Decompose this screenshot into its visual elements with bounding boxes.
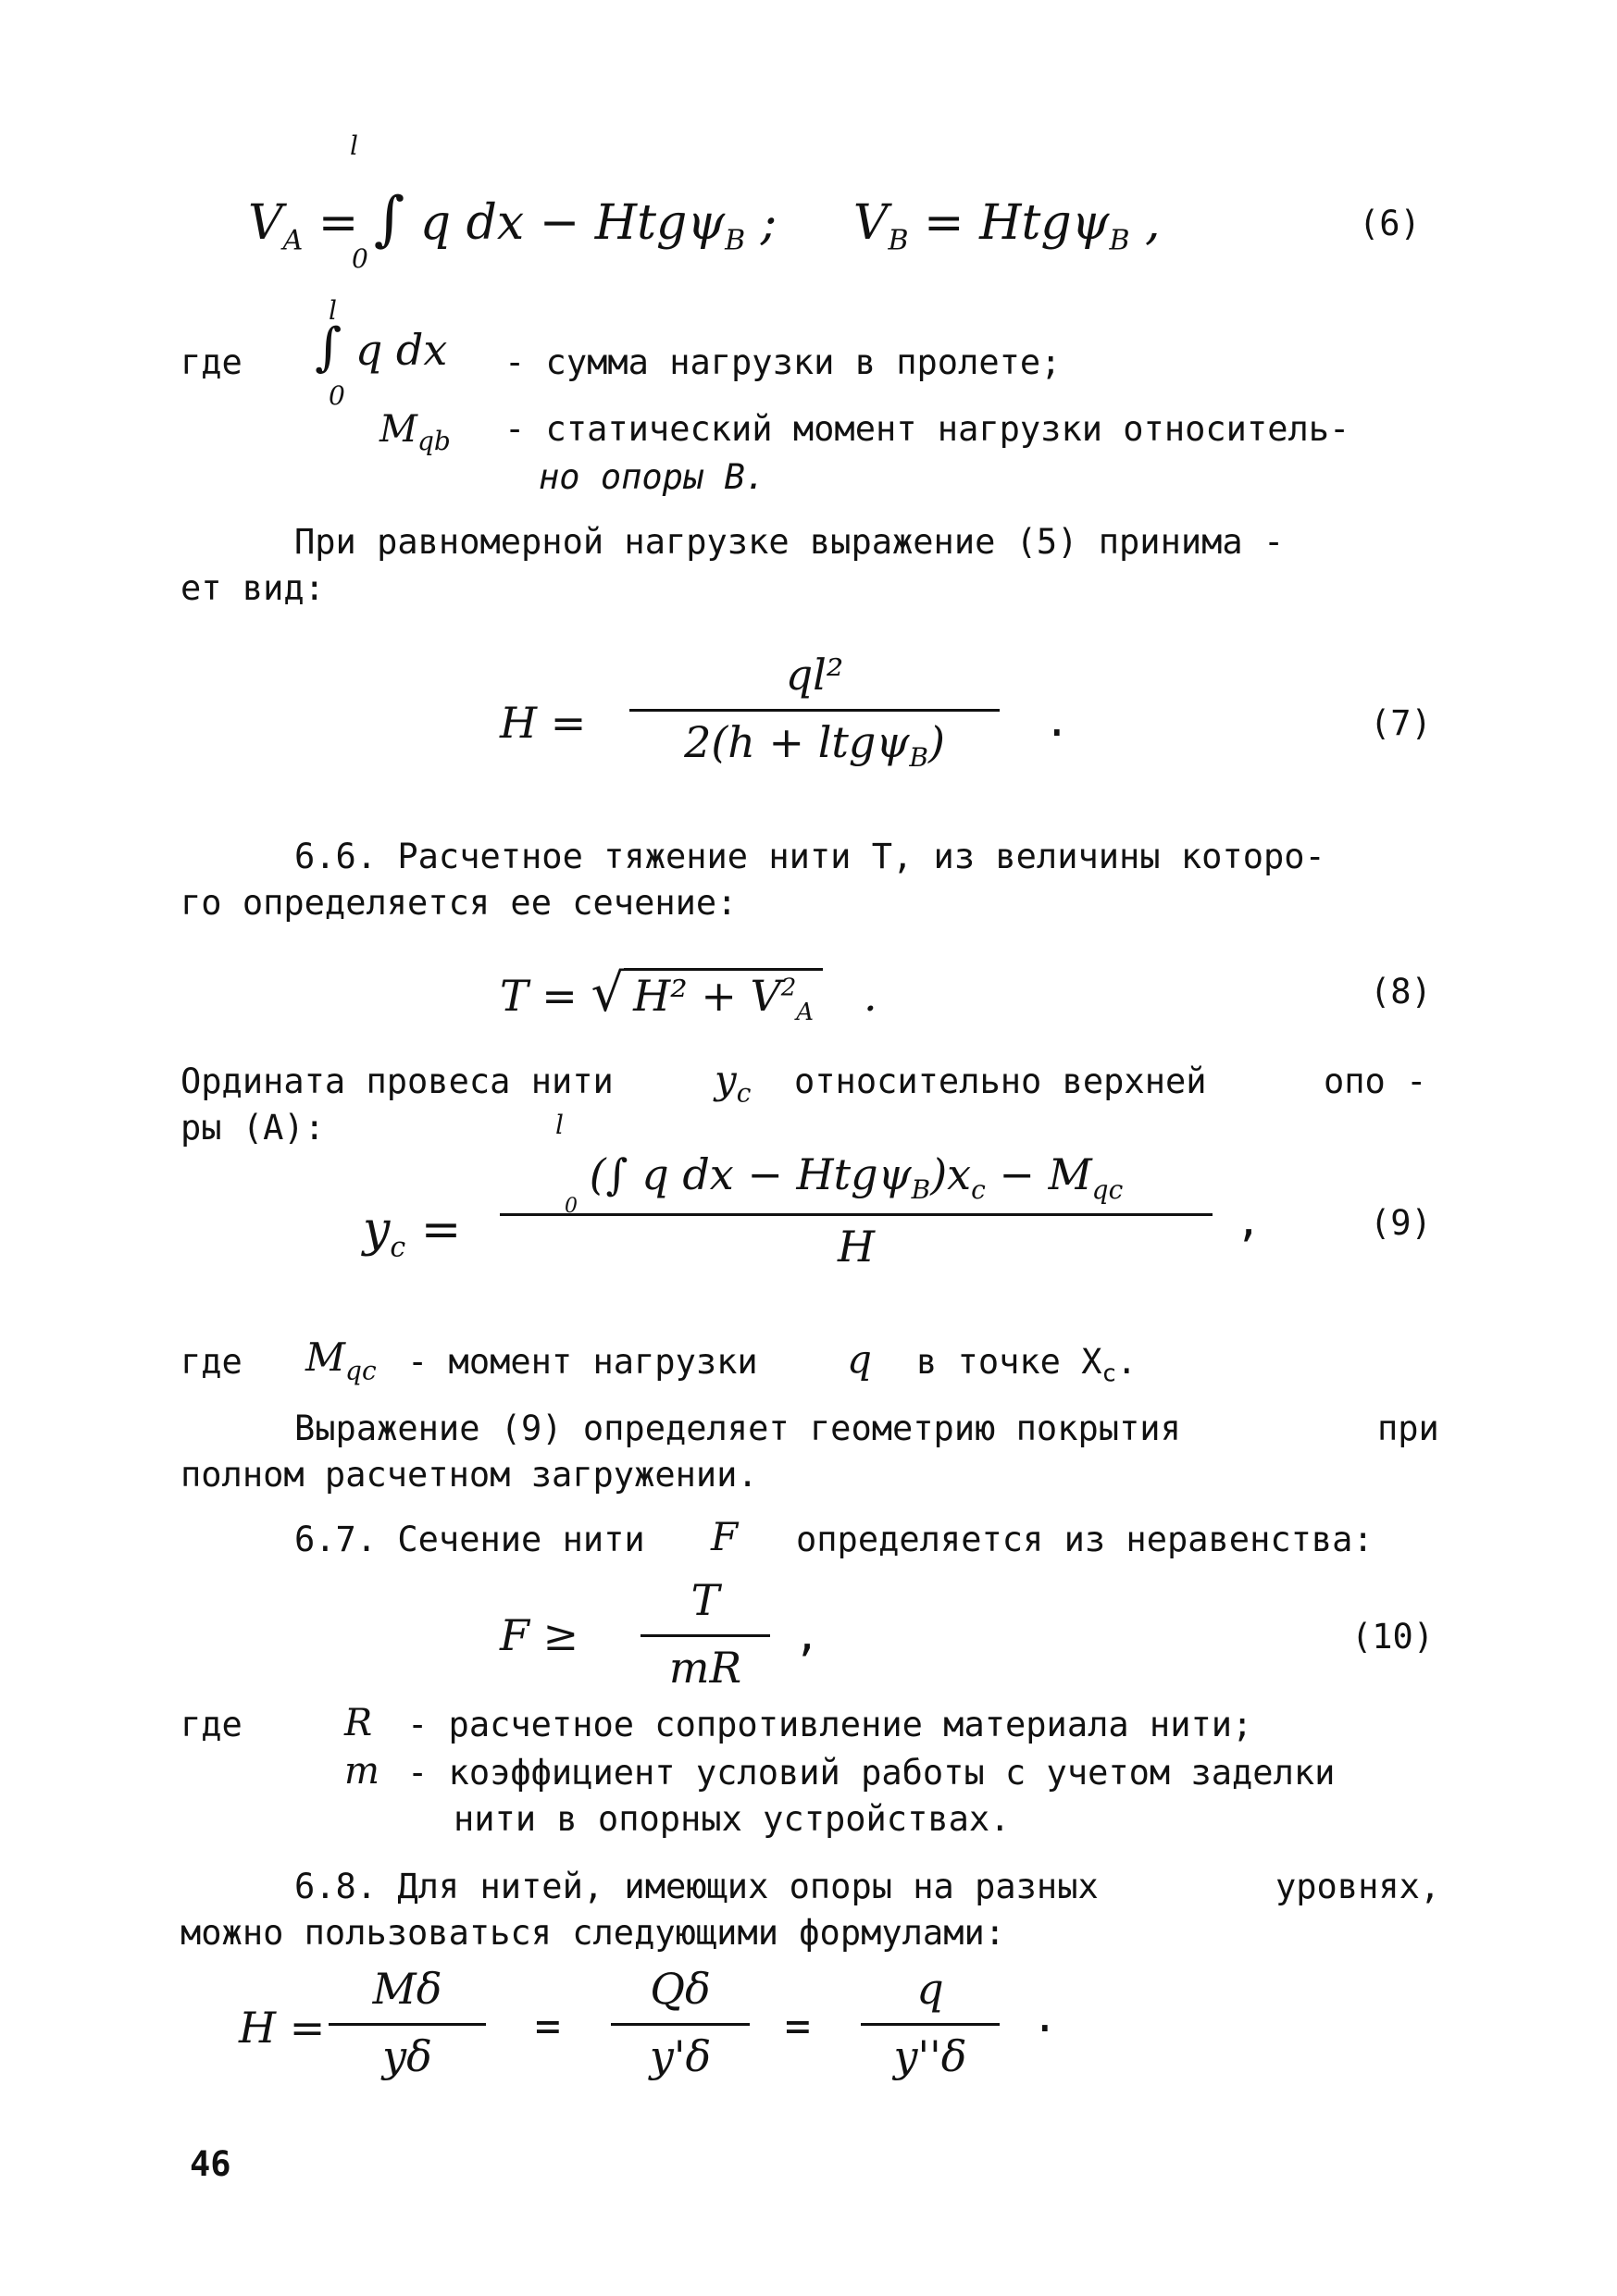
eq9-int-upper: l bbox=[555, 1110, 564, 1140]
eq11-f3-den: y''δ bbox=[893, 2030, 967, 2081]
para5-var: F bbox=[711, 1514, 739, 1559]
eq6-int-lower: 0 bbox=[352, 243, 368, 274]
para3-var-sub: c bbox=[736, 1077, 752, 1109]
eq11-f1-num: Mδ bbox=[329, 1962, 486, 2026]
para3-line2: ры (А): bbox=[180, 1108, 325, 1148]
eq9-int-lower: 0 bbox=[565, 1195, 578, 1218]
eq10-numerator: T bbox=[641, 1573, 770, 1637]
para6-line1b: уровнях, bbox=[1275, 1867, 1441, 1906]
eq6-rhs-body: = Htgψ bbox=[924, 195, 1110, 251]
eq11-f2-num: Qδ bbox=[611, 1962, 750, 2026]
eq8-number: (8) bbox=[1370, 972, 1432, 1011]
eq7-lhs: H = bbox=[500, 698, 587, 748]
eq11-f1-den: yδ bbox=[382, 2030, 432, 2081]
eq9-fraction bbox=[500, 1148, 1213, 1274]
eq11-lhs: H = bbox=[239, 2003, 326, 2053]
para2-line2: го определяется ее сечение: bbox=[180, 883, 738, 923]
eq9-comma: , bbox=[1236, 1196, 1262, 1246]
para1-line2: ет вид: bbox=[180, 568, 325, 608]
eq8-sup: 2 bbox=[780, 974, 797, 1002]
eq11-eq1: = bbox=[535, 2001, 561, 2051]
eq9-num-tail-sub: qc bbox=[1091, 1174, 1124, 1206]
where1-int-lower: 0 bbox=[329, 380, 345, 411]
where3-text2b: нити в опорных устройствах. bbox=[454, 1799, 1011, 1839]
eq10-denominator: mR bbox=[668, 1642, 742, 1693]
integral-sign: ∫ bbox=[315, 317, 342, 378]
para4-line2: полном расчетном загружении. bbox=[180, 1455, 758, 1495]
para3-line1a: Ордината провеса нити bbox=[180, 1061, 614, 1101]
para6-line1: 6.8. Для нитей, имеющих опоры на разных bbox=[294, 1867, 1099, 1906]
eq8-lhs: T = bbox=[500, 971, 578, 1021]
eq9-lhs: y bbox=[363, 1202, 391, 1258]
eq7-den-sub: B bbox=[909, 741, 928, 773]
eq9-eq: = bbox=[420, 1202, 462, 1258]
eq6-body-sub: B bbox=[725, 224, 746, 257]
eq6-rhs-sub: B bbox=[888, 224, 909, 257]
eq6-number: (6) bbox=[1359, 204, 1421, 243]
where2-text-end: . bbox=[1116, 1342, 1138, 1382]
eq9-num-sub: B bbox=[911, 1174, 931, 1206]
eq6-comma: , bbox=[1145, 195, 1161, 251]
where3-word: где bbox=[180, 1705, 243, 1744]
where1-text1: - сумма нагрузки в пролете; bbox=[504, 342, 1062, 382]
integral-sign: ∫ bbox=[373, 185, 405, 254]
where3-term1: R bbox=[344, 1702, 373, 1744]
where1-int-upper: l bbox=[329, 295, 337, 326]
para5-line1b: определяется из неравенства: bbox=[796, 1520, 1374, 1559]
where1-term2: M bbox=[379, 408, 417, 451]
where1-text2b: но опоры В. bbox=[539, 457, 766, 497]
para1-line1: При равномерной нагрузке выражение (5) принима - bbox=[294, 522, 1285, 562]
para4-line1: Выражение (9) определяет геометрию покрытия bbox=[294, 1409, 1181, 1448]
para5-line1a: 6.7. Сечение нити bbox=[294, 1520, 645, 1559]
where1-text2a: - статический момент нагрузки относитель- bbox=[504, 409, 1350, 449]
where2-text-a: - момент нагрузки bbox=[407, 1342, 758, 1382]
eq9-num-end: )x bbox=[930, 1149, 972, 1199]
eq8-dot: . bbox=[863, 971, 877, 1021]
where3-text2a: - коэффициент условий работы с учетом заделки bbox=[407, 1753, 1336, 1793]
eq9-lhs-sub: c bbox=[390, 1231, 406, 1264]
eq9-denominator: H bbox=[837, 1221, 876, 1272]
where2-term-sub: qc bbox=[345, 1355, 377, 1386]
eq8-body: H² + V bbox=[633, 971, 781, 1021]
page-number: 46 bbox=[190, 2144, 231, 2184]
where1-word: где bbox=[180, 342, 243, 382]
eq10-number: (10) bbox=[1351, 1617, 1435, 1657]
eq11-fraction-3 bbox=[861, 1962, 1000, 2085]
para2-line1: 6.6. Расчетное тяжение нити Т, из величины которо- bbox=[294, 837, 1325, 876]
eq11-eq2: = bbox=[785, 2001, 811, 2051]
where2-word: где bbox=[180, 1342, 243, 1382]
eq10-fraction bbox=[641, 1573, 770, 1696]
para3-var: y bbox=[715, 1057, 737, 1102]
where3-term2: m bbox=[344, 1750, 379, 1793]
eq6-rhs-body-sub: B bbox=[1109, 224, 1130, 257]
eq6-lhs: V bbox=[248, 195, 283, 251]
eq11-dot: . bbox=[1032, 1992, 1058, 2042]
eq7-denominator: 2(h + ltgψ bbox=[684, 716, 910, 767]
para3-line1c: опо - bbox=[1324, 1061, 1427, 1101]
eq11-fraction-2 bbox=[611, 1962, 750, 2085]
eq11-f3-num: q bbox=[861, 1962, 1000, 2026]
document-page: $V_A$ = ∫ q dx − Htgψ$_B$ ; $V_B = Htg\psi_B$ , l 0 (6) где l ∫ q dx 0 - сумма нагрузки в пролете; $M_{qb}$ - статический момент нагрузки относитель- но опоры В. При равномерной нагрузке выражение (5) принима - ет вид: H = ql² 2(h + ltgψ$_B$) . (7) 6.6. Расчетное тяжение нити Т, из величины которо- го определяется ее сечение: T = √ $H^2 + V^2_A$ . (8) Ордината провеса нити $y_c$ относительно верхней опо - ры (А): $y_c$ = l 0 (∫ q dx − $Htg\psi_B)x_c - M_{qc}$ H , (9) где $M_{qc}$ - момент нагрузки q в точке $X_c$. Выражение (9) определяет геометрию покрытия при полном расчетном загружении. 6.7. Сечение нити F определяется из неравенства: F ≥ $\frac{T}{mR}$ , (10) где R - расчетное сопротивление материала нити; m - коэффициент условий работы с учетом заделки нити в опорных устройствах. 6.8. Для нитей, имеющих опоры на разных уровнях, можно пользоваться следующими формулами: H = $\frac{M\delta}{y\delta}$ = $\frac{Q\delta}{y'\delta}$ = $\frac{q}{y''\delta}$ . 46 bbox=[0, 0, 1617, 2296]
eq11-fraction-1 bbox=[329, 1962, 486, 2085]
eq6-rhs: V bbox=[852, 195, 889, 251]
where1-term2-sub: qb bbox=[417, 426, 451, 456]
eq6-lhs-sub: A bbox=[282, 224, 304, 257]
eq9-numerator: (∫ q dx − Htgψ bbox=[589, 1149, 912, 1199]
eq7-number: (7) bbox=[1370, 703, 1432, 743]
radical-sign: √ bbox=[591, 963, 625, 1024]
eq11-f2-den: y'δ bbox=[649, 2030, 712, 2081]
eq9-num-end-sub: c bbox=[971, 1174, 986, 1206]
where3-text1: - расчетное сопротивление материала нити; bbox=[407, 1705, 1253, 1744]
eq7-fraction bbox=[629, 648, 1000, 775]
where2-text-b: в точке X bbox=[916, 1342, 1102, 1382]
eq7-numerator: ql² bbox=[629, 648, 1000, 712]
para6-line2: можно пользоваться следующими формулами: bbox=[180, 1913, 1006, 1953]
eq8-sub: A bbox=[796, 999, 815, 1027]
where2-term: M bbox=[305, 1334, 346, 1380]
eq9-number: (9) bbox=[1370, 1203, 1432, 1243]
eq6-int-upper: l bbox=[350, 130, 358, 161]
eq10-lhs: F ≥ bbox=[500, 1610, 579, 1660]
eq6-sep: ; bbox=[760, 195, 777, 251]
eq10-comma: , bbox=[794, 1610, 820, 1660]
where2-q: q bbox=[847, 1336, 872, 1382]
where1-term1: q dx bbox=[354, 325, 448, 375]
eq6-body: q dx − Htgψ bbox=[419, 195, 726, 251]
eq7-dot: . bbox=[1044, 696, 1070, 746]
para4-line1b: при bbox=[1377, 1409, 1439, 1448]
eq9-num-tail: − M bbox=[985, 1149, 1092, 1199]
where2-text-b-sub: c bbox=[1101, 1359, 1117, 1388]
eq7-den-end: ) bbox=[927, 716, 945, 767]
para3-line1b: относительно верхней bbox=[794, 1061, 1207, 1101]
